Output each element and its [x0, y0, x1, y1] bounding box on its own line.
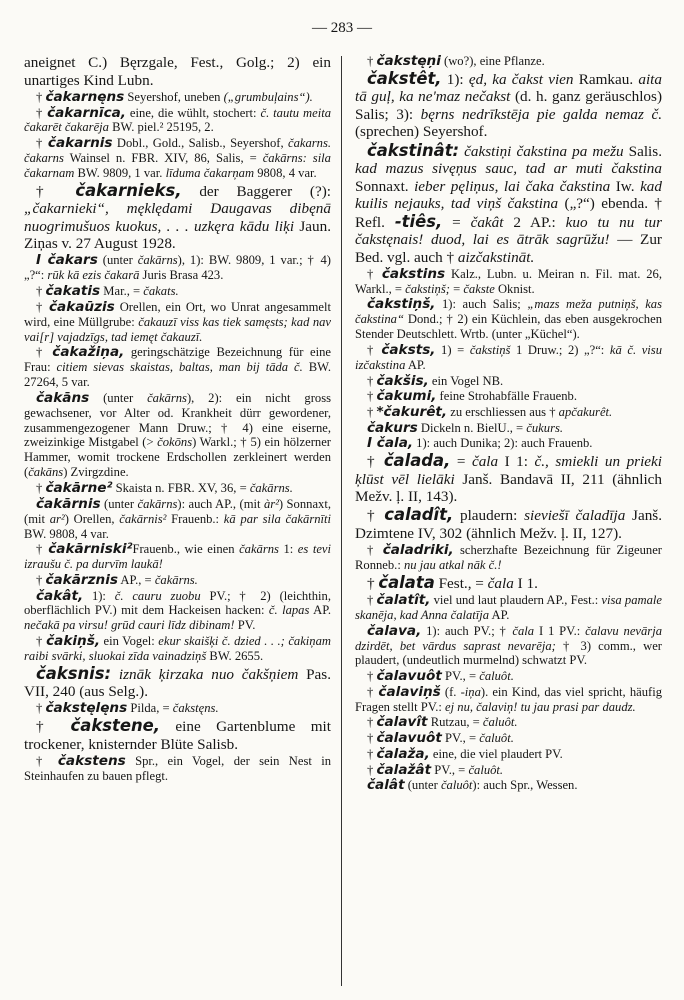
entry-example: kā č. visu izčakstina: [355, 342, 662, 372]
dictionary-entry: [24, 136, 331, 181]
entry-headword: čakstęlęns: [45, 700, 128, 717]
entry-text: Dickeln n. BielU., =: [417, 420, 527, 435]
entry-headword: čakstins: [381, 265, 446, 282]
entry-text: †: [36, 89, 46, 104]
entry-headword: -tiês,: [394, 211, 443, 231]
entry-headword: čakarnīca,: [47, 104, 126, 121]
entry-example: līduma čakarņam: [165, 165, 255, 180]
entry-text: geringschätzige Bezeichnung für eine Frau:: [24, 345, 331, 375]
right-column: [355, 54, 662, 994]
entry-headword: čakstens: [57, 752, 126, 769]
entry-text: ) Orellen,: [64, 511, 120, 526]
entry-text: ein Vogel:: [100, 634, 159, 649]
entry-headword: čalavuôt: [376, 668, 442, 685]
dictionary-entry: [355, 506, 662, 542]
dictionary-entry: [355, 343, 662, 373]
entry-text: zu erschliessen aus †: [447, 404, 559, 419]
entry-text: — Zur Bed. vgl. auch †: [355, 231, 662, 266]
entry-headword: čakārniski²: [48, 541, 133, 558]
entry-text: (unter: [89, 390, 148, 405]
entry-text: Sonnaxt.: [355, 177, 415, 195]
entry-text: feine Strohabfälle Frauenb.: [436, 389, 577, 404]
entry-text: Wainsel n. FBR. XIV, 86, Salis, =: [63, 151, 263, 166]
entry-text: Iw.: [610, 177, 641, 195]
entry-example: čakstiņi čakstina pa mežu: [464, 142, 624, 160]
entry-text: AP.: [405, 357, 426, 372]
entry-example: čakārns: [239, 542, 279, 557]
entry-headword: čakars: [47, 252, 98, 269]
entry-text: †: [367, 453, 384, 471]
entry-example: citiem sievas skaistas, baltas, man bij tāda č.: [56, 360, 303, 375]
entry-text: †: [36, 718, 71, 736]
entry-example: čakstęns.: [172, 701, 219, 716]
entry-text: („?“) ebenda. † Refl.: [355, 195, 662, 231]
dictionary-entry: [24, 665, 331, 701]
entry-text: Pas. VII, 240 (aus Selg.).: [24, 665, 331, 701]
dictionary-entry: [24, 589, 331, 634]
entry-text: 1 Druw.; 2) „?“:: [510, 342, 610, 357]
entry-text: PV.; † 2) (leichthin, oberflächlich PV.) mit dem Hackeisen hacken:: [24, 588, 331, 618]
left-column: [24, 54, 331, 994]
entry-text: Kalz., Lubn. u. Meiran n. Fil. mat. 26, Warkl., =: [355, 266, 662, 296]
dictionary-entry: [355, 142, 662, 267]
entry-example: čaluôt.: [479, 669, 514, 684]
entry-text: †: [36, 105, 48, 120]
entry-text: †: [36, 182, 76, 200]
entry-text: AP., =: [117, 572, 155, 587]
entry-example: nečakā pa virsu! grūd cauri līdz dibinam!: [24, 618, 235, 633]
dictionary-entry: [355, 763, 662, 778]
dictionary-entry: [355, 685, 662, 715]
entry-headword: čaksnis:: [36, 663, 112, 683]
entry-text: Skaista n. FBR. XV, 36, =: [112, 481, 250, 495]
entry-example: bęrns nedrīkstēja pie galda nemaz č.: [420, 105, 662, 123]
entry-text: ), 1): BW. 9809, 1 var.; † 4) „?“:: [24, 253, 331, 283]
entry-example: „mazs meža putniņš, kas čakstina“: [355, 297, 662, 327]
entry-text: Orellen, ein Ort, wo Unrat angesammelt wird, eine Müllgrube:: [24, 299, 331, 329]
entry-text: †: [36, 753, 58, 768]
column-divider: [341, 56, 342, 986]
entry-headword: čalava,: [367, 622, 422, 639]
entry-example: rūk kā ezis čakarā: [47, 268, 140, 283]
entry-text: eine, die wühlt, stochert:: [125, 105, 261, 120]
entry-example: „čakarnieki“, męklędami Daugavas dibęnā nuogrimušuos kuokus, . . . uzkęra kādu liķi: [24, 200, 331, 235]
entry-example: čakārns.: [154, 572, 198, 587]
entry-example: čakāns: [28, 465, 64, 480]
entry-text: (wo?), eine Pflanze.: [440, 54, 545, 68]
entry-example: čokōns: [157, 435, 193, 450]
entry-text: der Baggerer (?):: [181, 182, 331, 200]
entry-example: čakārns: sila čakarnam: [24, 151, 331, 180]
entry-text: ) Zvirgzdine.: [63, 465, 129, 480]
entry-example: ar²: [49, 511, 65, 526]
dictionary-entry: [355, 543, 662, 573]
entry-text: †: [36, 481, 46, 495]
entry-text: eine Gartenblume mit trockener, knisternder Blüte Salisb.: [24, 718, 331, 753]
entry-example: kuo tu nu tur čakstęnais! duod, lai es ātrāk sagrūžu!: [355, 213, 662, 248]
entry-example: čakste: [463, 281, 495, 296]
entry-text: Oknist.: [494, 281, 535, 296]
entry-text: †: [367, 404, 377, 419]
entry-example: čukurs.: [526, 420, 564, 435]
entry-text: †: [367, 731, 377, 746]
entry-headword: čakstinât:: [367, 140, 460, 160]
dictionary-entry: [355, 54, 662, 69]
entry-text: (sprechen) Seyershof.: [355, 123, 488, 141]
entry-text: ), 2): ein nicht gross gewachsener, vor Alter od. Krankheit dürr gewordener, zusammengezogener Mann Druw.; † 4) eine eiserne, zweizinkige Mistgabel (>: [24, 390, 331, 450]
entry-example: č. tautu meita čakarēt čakarēja: [24, 105, 331, 135]
entry-headword: čakstene,: [70, 716, 161, 736]
entry-text: eine, die viel plaudert PV.: [429, 746, 563, 761]
entry-example: čakarns. čakarns: [24, 136, 331, 166]
entry-example: kad mazus sivęņus sauc, tad ar muti čakstina: [355, 160, 662, 177]
entry-text: †: [367, 507, 385, 525]
entry-text: (d. h. ganz geräuschlos) Salis; 3):: [355, 88, 662, 123]
entry-example: čaluôt.: [482, 715, 518, 730]
entry-headword: čala,: [376, 435, 414, 452]
entry-text: ) Warkl.; † 5) ein hölzerner Hammer, womit trockene Erdschollen zerkleinert werden (: [24, 435, 331, 480]
entry-text: Dond.; † 2) ein Küchlein, das eben ausgekrochen Stender Deutschlett. Wrtb. (unter „Küchel“).: [355, 312, 662, 342]
dictionary-entry: [355, 669, 662, 684]
entry-headword: čakstiņš,: [367, 296, 436, 313]
dictionary-entry: [24, 253, 331, 283]
entry-example: es tevi izraušu č. pa durvīm laukā!: [24, 542, 331, 572]
entry-text: Janš. Bandavā II, 211 (ähnlich Mežv. ļ. II, 143).: [355, 470, 662, 506]
entry-headword: čakât,: [36, 587, 84, 604]
entry-text: †: [367, 762, 377, 777]
entry-example: čakārnis²: [119, 511, 167, 526]
entry-headword: čakaūzis: [48, 298, 115, 315]
entry-text: AP.: [489, 607, 510, 622]
entry-text: PV., =: [441, 731, 480, 746]
dictionary-entry: [24, 701, 331, 716]
entry-headword: čalatît,: [376, 592, 431, 609]
entry-text: †: [36, 136, 48, 151]
entry-headword: I: [367, 435, 377, 452]
entry-text: †: [367, 574, 379, 592]
entry-example: čakstiņš;: [405, 281, 450, 296]
entry-text: 1) =: [435, 342, 470, 357]
entry-example: čakats.: [143, 284, 179, 299]
dictionary-entry: [355, 574, 662, 593]
entry-headword: čakarnieks,: [75, 180, 182, 200]
entry-text: 1): auch Dunika; 2): auch Frauenb.: [413, 436, 593, 451]
entry-example: čakārns.: [249, 481, 293, 495]
dictionary-entry: [24, 497, 331, 542]
entry-example: čala: [487, 574, 514, 592]
entry-text: viel und laut plaudern AP., Fest.:: [430, 593, 602, 608]
entry-example: č., smiekli un prieki ķlūst vēl lielāki: [355, 453, 662, 488]
entry-example: ęd, ka čakst vien: [468, 70, 574, 88]
entry-headword: caladît,: [384, 505, 454, 525]
entry-text: †: [367, 54, 377, 68]
dictionary-entry: [24, 391, 331, 480]
entry-example: kā par sila čakārnīti: [223, 511, 331, 526]
dictionary-entry: [355, 267, 662, 297]
entry-headword: čakārznis: [45, 571, 118, 588]
entry-example: („grumbuļains“).: [223, 89, 313, 104]
entry-text: † 3) comm., wer plaudert, (undeutlich murmelnd) schwatzt PV.: [355, 638, 662, 668]
entry-text: [111, 666, 119, 683]
entry-headword: čalavît: [376, 714, 428, 731]
entry-text: †: [367, 684, 379, 699]
entry-text: PV., =: [431, 762, 469, 777]
entry-text: †: [36, 701, 46, 716]
entry-text: †: [36, 572, 46, 587]
entry-example: čakārns: [137, 496, 178, 511]
dictionary-entry: [24, 542, 331, 572]
entry-headword: čalažât: [376, 761, 432, 778]
entry-text: ein Vogel NB.: [428, 373, 504, 388]
entry-text: Ramkau.: [573, 70, 639, 88]
entry-text: †: [367, 715, 377, 730]
entry-example: sieviešī čaladīja: [524, 507, 626, 525]
entry-example: č. lapas: [268, 603, 310, 618]
entry-text: †: [367, 593, 377, 608]
dictionary-entry: [355, 715, 662, 730]
dictionary-entry: [355, 436, 662, 451]
dictionary-entry: [355, 747, 662, 762]
entry-example: čala: [512, 623, 535, 638]
entry-text: PV.: [234, 618, 256, 633]
entry-example: ekur skaišķi č. dzied . . .; čakiņam raibi svārki, sluokai zīda vainadziņš: [24, 634, 331, 663]
entry-text: AP.: [309, 603, 331, 618]
entry-text: (unter: [100, 496, 138, 511]
dictionary-entry: [355, 70, 662, 141]
entry-example: -iņa: [460, 684, 481, 699]
dictionary-entry: [24, 573, 331, 588]
dictionary-entry: [24, 182, 331, 253]
entry-headword: čakiņš,: [46, 633, 100, 650]
entry-example: ej nu, čalaviņ! tu jau prasi par daudz.: [445, 699, 636, 714]
entry-text: =: [442, 213, 471, 231]
entry-text: ): auch AP., (mit: [177, 496, 264, 511]
entry-text: Dobl., Gold., Salisb., Seyershof,: [112, 136, 288, 151]
entry-text: (unter: [97, 253, 138, 268]
entry-text: =: [449, 281, 464, 296]
entry-text: Jaun. Ziņas v. 27 August 1928.: [24, 217, 331, 253]
entry-text: BW. 2655.: [206, 648, 264, 663]
entry-text: (unter: [404, 778, 441, 793]
dictionary-entry: [355, 374, 662, 389]
entry-example: iznāk ķirzaka nuo čakšņiem: [118, 665, 299, 683]
entry-text: I 1 PV.:: [534, 623, 586, 638]
entry-text: ). ein Kind, das viel spricht, häufig Fragen stellt PV.:: [355, 684, 662, 714]
entry-headword: čakarnęns: [45, 88, 125, 105]
entry-text: †: [367, 389, 377, 404]
entry-headword: čakumi,: [376, 388, 437, 405]
entry-text: †: [367, 342, 382, 357]
entry-text: Fest., =: [434, 574, 488, 592]
entry-headword: čakažiņa,: [52, 344, 125, 361]
entry-text: I 1:: [498, 453, 535, 471]
entry-headword: čakurs: [367, 419, 418, 436]
entry-headword: čakārnis: [36, 495, 101, 512]
entry-text: Rutzau, =: [427, 715, 483, 730]
page-number: — 283 —: [312, 20, 372, 36]
entry-example: kad kuilis nejauks, tad viņš čakstina: [355, 177, 662, 212]
dictionary-entry: [355, 405, 662, 420]
dictionary-entry: [24, 634, 331, 664]
dictionary-entry: [355, 421, 662, 436]
entry-text: Spr., ein Vogel, der sein Nest in Steinhaufen zu bauen pflegt.: [24, 753, 331, 783]
entry-example: nu jau atkal nāk č.!: [403, 558, 502, 573]
entry-example: čaluôt.: [468, 762, 504, 777]
entry-headword: čalaža,: [376, 745, 430, 762]
entry-example: àr²: [263, 496, 279, 511]
entry-headword: čalata: [378, 572, 435, 592]
entry-text: PV., =: [441, 669, 480, 684]
dictionary-entry: [355, 778, 662, 793]
entry-text: Frauenb.:: [166, 511, 224, 526]
entry-example: čaluôt.: [479, 731, 514, 746]
dictionary-entry: [24, 54, 331, 89]
dictionary-entry: [355, 624, 662, 669]
entry-text: 1):: [83, 588, 115, 603]
dictionary-entry: [24, 345, 331, 390]
entry-example: ieber pęliņus, lai čaka čakstina: [414, 177, 611, 195]
entry-example: čaluôt: [440, 778, 473, 793]
dictionary-entry: [24, 717, 331, 753]
entry-headword: čalada,: [383, 451, 451, 471]
dictionary-entry: [355, 593, 662, 623]
dictionary-entry: [355, 297, 662, 342]
entry-text: BW. 9808, 4 var.: [24, 526, 109, 541]
entry-example: visa pamale skanēja, kad Anna čalatīja: [355, 593, 662, 622]
entry-text: †: [367, 373, 377, 388]
entry-text: †: [367, 746, 377, 761]
entry-headword: čalaviņš: [378, 683, 441, 700]
entry-headword: čalavuôt: [376, 730, 442, 747]
entry-headword: čakatis: [45, 283, 101, 300]
entry-text: Salis.: [623, 142, 662, 160]
dictionary-entry: [355, 452, 662, 506]
entry-text: BW. piel.² 25195, 2.: [108, 120, 214, 135]
dictionary-entry: [24, 481, 331, 496]
dictionary-entry: [355, 731, 662, 746]
entry-example: čalavu nevārja dzirdēt, bet vārdus saprast nevarēja;: [355, 623, 662, 653]
entry-text: 1):: [441, 70, 469, 88]
entry-text: Janš. Dzimtene IV, 302 (ähnlich Mežv. ļ. II, 127).: [355, 507, 662, 542]
entry-text: I 1.: [513, 574, 538, 592]
entry-headword: I: [36, 252, 48, 269]
entry-text: Seyershof, uneben: [124, 89, 224, 104]
entry-text: 2 AP.:: [503, 213, 566, 231]
entry-text: ) Sonnaxt, (mit: [24, 496, 331, 526]
entry-headword: čakšis,: [376, 372, 429, 389]
entry-text: †: [36, 299, 49, 314]
entry-example: čala: [471, 453, 499, 471]
entry-text: =: [450, 453, 472, 471]
entry-example: č. cauru zuobu: [114, 588, 201, 603]
entry-example: čakstiņš: [469, 342, 511, 357]
entry-headword: čakarnis: [47, 135, 113, 152]
dictionary-entry: [24, 106, 331, 136]
entry-headword: čakstęņi: [376, 54, 441, 69]
entry-example: čakārns: [137, 253, 178, 268]
entry-example: čakārns: [147, 390, 187, 405]
entry-headword: čaksts,: [381, 341, 436, 358]
entry-headword: čakstêt,: [367, 68, 442, 88]
entry-text: 1:: [278, 542, 298, 557]
entry-text: Juris Brasa 423.: [139, 268, 224, 283]
entry-text: BW. 9809, 1 var.: [74, 165, 166, 180]
entry-example: čakât: [470, 213, 504, 231]
entry-headword: čalât: [367, 777, 405, 794]
entry-example: čakauzī viss kas tiek samęsts; kad nav vai[r] vajadzīgs, tad iemęt čakauzī.: [24, 314, 331, 344]
entry-text: †: [367, 543, 383, 558]
dictionary-entry: [24, 90, 331, 105]
entry-text: (f.: [440, 684, 461, 699]
entry-text: †: [36, 542, 49, 557]
entry-headword: čaladriki,: [382, 542, 454, 559]
entry-headword: čakāns: [36, 389, 90, 406]
entry-text: BW. 27264, 5 var.: [24, 360, 331, 390]
entry-example: apčakurêt.: [558, 404, 613, 419]
entry-text: †: [367, 266, 382, 281]
dictionary-entry: [24, 754, 331, 784]
entry-text: plaudern:: [453, 507, 525, 525]
entry-text: 1): auch Salis;: [435, 297, 528, 312]
entry-text: Mar., =: [100, 284, 144, 299]
entry-text: 9808, 4 var.: [254, 165, 317, 180]
entry-text: Pilda, =: [127, 701, 173, 716]
entry-text: †: [367, 669, 377, 684]
entry-text: ): auch Spr., Wessen.: [472, 778, 578, 793]
entry-example: aizčakstināt.: [457, 248, 535, 266]
dictionary-entry: [24, 284, 331, 299]
entry-text: scherzhafte Bezeichnung für Zigeuner Ronneb.:: [355, 543, 662, 573]
dictionary-entry: [355, 389, 662, 404]
entry-text: †: [36, 345, 53, 360]
entry-text: †: [36, 284, 46, 299]
entry-text: aneignet C.) Bęrzgale, Fest., Golg.; 2) ein unartiges Kind Lubn.: [24, 54, 331, 89]
entry-headword: *čakurêt,: [376, 403, 448, 420]
entry-text: Frauenb., wie einen: [132, 542, 240, 557]
dictionary-entry: [24, 300, 331, 345]
entry-headword: čakārne²: [45, 480, 113, 496]
entry-text: †: [36, 634, 47, 649]
entry-example: aita tā guļ, ka ne'maz nečakst: [355, 70, 662, 106]
entry-text: 1): auch PV.; †: [421, 623, 513, 638]
